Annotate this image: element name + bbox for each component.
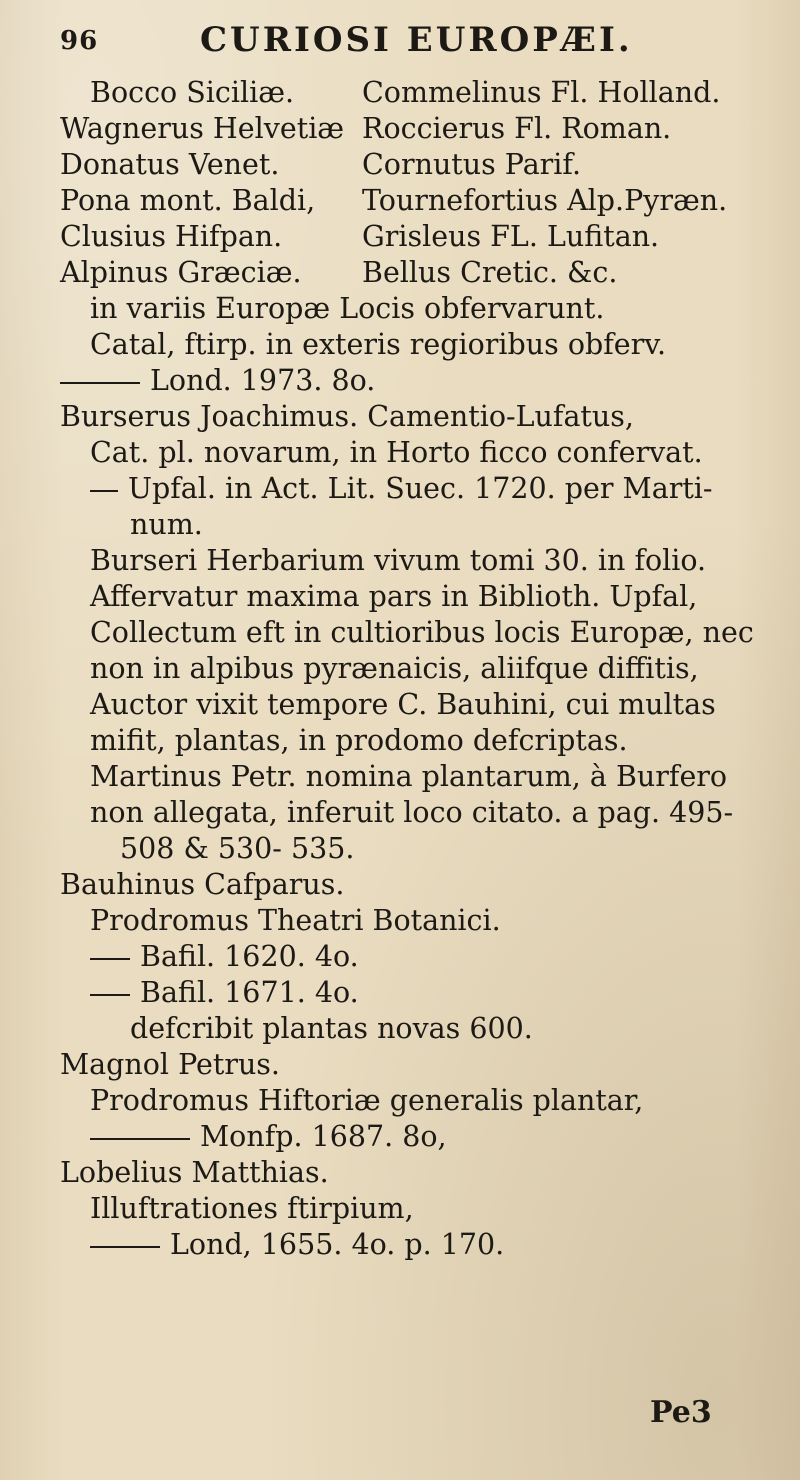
text-line: Tournefortius Alp.Pyræn.	[362, 184, 728, 217]
text-line: Donatus Venet.	[60, 148, 280, 181]
text-line: non in alpibus pyrænaicis, aliifque diffitis,	[90, 652, 699, 685]
text-line: Commelinus Fl. Holland.	[362, 76, 721, 109]
text-line: num.	[130, 508, 203, 541]
text-line: Roccierus Fl. Roman.	[362, 112, 672, 145]
text-line: Burseri Herbarium vivum tomi 30. in folio.	[90, 544, 707, 577]
text-line: Wagnerus Helvetiæ	[60, 112, 345, 145]
text-line: Lond. 1973. 8o.	[60, 363, 375, 399]
text-line: Prodromus Hiftoriæ generalis plantar,	[90, 1084, 644, 1117]
text-line: Lobelius Matthias.	[60, 1156, 329, 1189]
text-line: Catal, ftirp. in exteris regioribus obferv.	[90, 328, 667, 361]
text-line: Clusius Hifpan.	[60, 220, 283, 253]
text-line: Bellus Cretic. &c.	[362, 256, 618, 289]
text-line: Bafil. 1620. 4o.	[90, 939, 359, 975]
text-line: Alpinus Græciæ.	[60, 256, 302, 289]
text-line: Affervatur maxima pars in Biblioth. Upfal,	[90, 580, 698, 613]
text-line: Martinus Petr. nomina plantarum, à Burfero	[90, 760, 728, 793]
running-title: CURIOSI EUROPÆI.	[200, 20, 633, 60]
text-line: non allegata, inferuit loco citato. a pag. 495-	[90, 796, 734, 829]
text-line: mifit, plantas, in prodomo defcriptas.	[90, 724, 628, 757]
text-line: Upfal. in Act. Lit. Suec. 1720. per Marti-	[90, 471, 713, 507]
page-number: 96	[60, 26, 99, 56]
text-line: Cat. pl. novarum, in Horto ficco confervat.	[90, 436, 703, 469]
text-line: Auctor vixit tempore C. Bauhini, cui multas	[90, 688, 716, 721]
page-header	[60, 20, 760, 70]
catchword: Pe3	[650, 1395, 712, 1430]
text-line: Illuftrationes ftirpium,	[90, 1192, 414, 1225]
text-line: 508 & 530- 535.	[120, 832, 355, 865]
text-line: Magnol Petrus.	[60, 1048, 280, 1081]
text-line: Prodromus Theatri Botanici.	[90, 904, 501, 937]
text-line: Monfp. 1687. 8o,	[90, 1119, 447, 1155]
text-line: Pona mont. Baldi,	[60, 184, 316, 217]
text-line: Bafil. 1671. 4o.	[90, 975, 359, 1011]
text-line: defcribit plantas novas 600.	[130, 1012, 533, 1045]
text-line: Bocco Siciliæ.	[90, 76, 295, 109]
text-line: Bauhinus Cafparus.	[60, 868, 345, 901]
text-line: in variis Europæ Locis obfervarunt.	[90, 292, 605, 325]
text-line: Burserus Joachimus. Camentio-Lufatus,	[60, 400, 634, 433]
text-line: Lond, 1655. 4o. p. 170.	[90, 1227, 504, 1263]
text-line: Grisleus FL. Lufitan.	[362, 220, 660, 253]
text-line: Collectum eft in cultioribus locis Europæ, nec	[90, 616, 754, 649]
text-line: Cornutus Parif.	[362, 148, 582, 181]
